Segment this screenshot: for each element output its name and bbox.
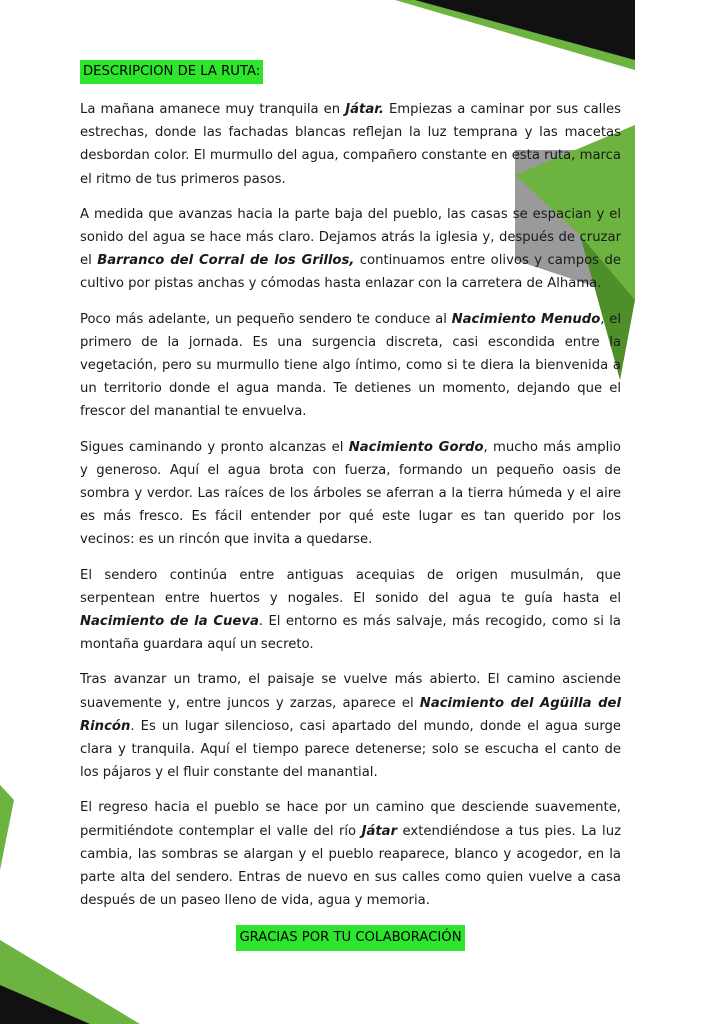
decor-top-right-dark [415,0,635,60]
place-nacimiento-aguilla: Nacimiento del Agüilla del Rincón [80,695,621,734]
paragraph-3: Poco más adelante, un pequeño sendero te conduce al Nacimiento Menudo, el primero de la jornada. Es una surgencia discreta, casi escondida entre la vegetación, pero su murmullo tiene algo íntimo, como si te diera la bienvenida a un territorio donde el agua manda. Te detienes un momento, dejando que el frescor del manantial te envuelva. [80,311,621,420]
place-nacimiento-menudo: Nacimiento Menudo [451,311,601,327]
section-heading: DESCRIPCION DE LA RUTA: [80,60,263,84]
place-barranco: Barranco del Corral de los Grillos, [97,253,355,269]
paragraph-5: El sendero continúa entre antiguas acequias de origen musulmán, que serpentean entre huertos y nogales. El sonido del agua te guía hasta el Nacimiento de la Cueva. El entorno es más salvaje, más recogido, como si la montaña guardara aquí un secreto. [80,567,621,653]
paragraph-6: Tras avanzar un tramo, el paisaje se vuelve más abierto. El camino asciende suavemente y, entre juncos y zarzas, aparece el Nacimiento del Agüilla del Rincón. Es un lugar silencioso, casi apartado del mundo, donde el agua surge clara y tranquila. Aquí el tiempo parece detenerse; solo se escucha el canto de los pájaros y el fluir constante del manantial. [80,672,621,781]
thanks-footer: GRACIAS POR TU COLABORACIÓN [236,925,464,951]
paragraph-4: Sigues caminando y pronto alcanzas el Nacimiento Gordo, mucho más amplio y generoso. Aquí el agua brota con fuerza, formando un pequeño oasis de sombra y verdor. Las raíces de los árboles se aferran a la tierra húmeda y el aire es más fresco. Es fácil entender por qué este lugar es tan querido por los vecinos: es un rincón que invita a quedarse. [80,439,621,548]
footer-wrap [80,925,621,951]
decor-left-green [0,785,14,870]
paragraph-2: A medida que avanzas hacia la parte baja del pueblo, las casas se espacian y el sonido del agua se hace más claro. Dejamos atrás la iglesia y, después de cruzar el Barranco del Corral de los Grillos, continuamos entre olivos y campos de cultivo por pistas anchas y cómodas hasta enlazar con la carretera de Alhama. [80,206,621,292]
place-nacimiento-gordo: Nacimiento Gordo [348,439,484,455]
place-nacimiento-cueva: Nacimiento de la Cueva [80,614,259,630]
place-jatar: Játar. [345,102,384,117]
paragraph-1: La mañana amanece muy tranquila en Játar. Empiezas a caminar por sus calles estrechas, donde las fachadas blancas reflejan la luz temprana y las macetas desbordan color. El murmullo del agua, compañero constante en esta ruta, marca el ritmo de tus primeros pasos. [80,102,621,187]
place-rio-jatar: Játar [361,823,398,839]
document-page [80,60,621,951]
paragraph-7: El regreso hacia el pueblo se hace por un camino que desciende suavemente, permitiéndote contemplar el valle del río Játar extendiéndose a tus pies. La luz cambia, las sombras se alargan y el pueblo reaparece, blanco y acogedor, en la parte alta del sendero. Entras de nuevo en sus calles como quien vuelve a casa después de un paseo lleno de vida, agua y memoria. [80,800,621,909]
